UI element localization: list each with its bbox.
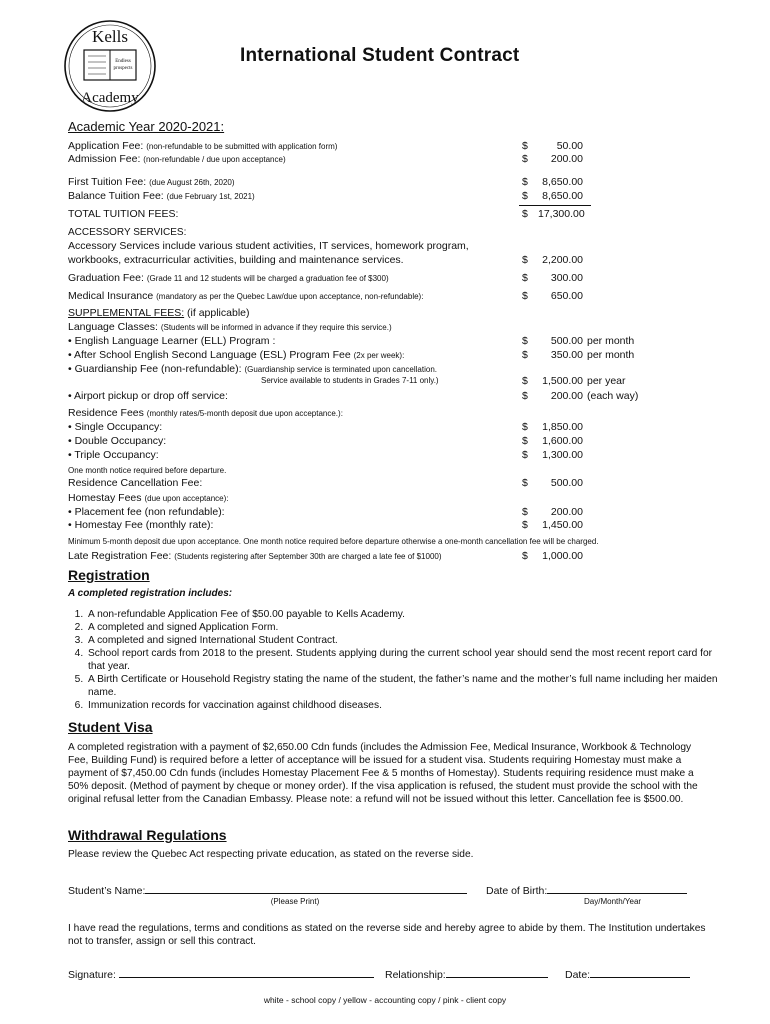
deposit-note: Minimum 5-month deposit due upon acceptance. One month notice required before departure otherwise a one-month cancellation fee will be charged. (68, 537, 599, 546)
list-item: 1. A non-refundable Application Fee of $50.00 payable to Kells Academy. (86, 608, 726, 621)
currency-symbol: $ (522, 140, 528, 152)
date-of-birth-label: Date of Birth: (486, 885, 548, 897)
balance-tuition-note: (due February 1st, 2021) (166, 192, 255, 201)
ell-amount: 500.00 (550, 335, 583, 347)
currency-symbol: $ (522, 550, 528, 562)
accessory-line2: workbooks, extracurricular activities, building and maintenance services. (68, 254, 404, 266)
esl-amount: 350.00 (550, 349, 583, 361)
logo-book-line2: prospects (113, 66, 133, 71)
single-occupancy-amount: 1,850.00 (542, 421, 583, 433)
page-title: International Student Contract (240, 45, 520, 66)
date-of-birth-field[interactable] (486, 883, 687, 897)
esl-label: • After School English Second Language (ESL) Program Fee (68, 349, 351, 361)
supplemental-heading-row (68, 306, 588, 320)
deposit-note-row (68, 534, 708, 548)
homestay-monthly-label: • Homestay Fee (monthly rate): (68, 519, 214, 531)
currency-symbol: $ (522, 506, 528, 518)
relationship-field[interactable] (385, 967, 548, 981)
first-tuition-amount: 8,650.00 (542, 176, 583, 188)
list-item: 2. A completed and signed Application Form. (86, 621, 726, 634)
single-occupancy-row (68, 420, 588, 434)
currency-symbol: $ (522, 349, 528, 361)
signature-line[interactable] (119, 967, 374, 978)
departure-notice: One month notice required before departure. (68, 466, 227, 475)
guardianship-label: • Guardianship Fee (non-refundable): (68, 363, 242, 375)
supplemental-heading-suffix: (if applicable) (187, 307, 250, 319)
homestay-fees-row (68, 491, 588, 505)
application-fee-row (68, 139, 588, 153)
currency-symbol: $ (522, 421, 528, 433)
ell-per: per month (587, 335, 635, 347)
accessory-heading: ACCESSORY SERVICES: (68, 227, 187, 238)
copy-distribution-footer: white - school copy / yellow - accounting copy / pink - client copy (263, 995, 507, 1005)
date-of-birth-line[interactable] (547, 883, 687, 894)
airport-per: (each way) (587, 390, 639, 402)
residence-cancellation-amount: 500.00 (550, 477, 583, 489)
guardianship-note1: (Guardianship service is terminated upon cancellation. (244, 365, 437, 374)
residence-fees-label: Residence Fees (68, 407, 144, 419)
admission-fee-note: (non-refundable / due upon acceptance) (143, 155, 286, 164)
currency-symbol: $ (522, 272, 528, 284)
currency-symbol: $ (522, 435, 528, 447)
currency-symbol: $ (522, 153, 528, 165)
first-tuition-note: (due August 26th, 2020) (149, 178, 235, 187)
residence-fees-row (68, 406, 588, 420)
currency-symbol: $ (522, 176, 528, 188)
medical-insurance-amount: 650.00 (550, 290, 583, 302)
first-tuition-label: First Tuition Fee: (68, 176, 147, 188)
graduation-fee-row (68, 271, 588, 285)
accessory-row (68, 253, 588, 267)
logo-name-text: Kells (92, 27, 128, 46)
homestay-monthly-row (68, 518, 588, 532)
admission-fee-label: Admission Fee: (68, 153, 141, 165)
guardianship-per: per year (587, 375, 626, 387)
triple-occupancy-label: • Triple Occupancy: (68, 449, 159, 461)
placement-fee-label: • Placement fee (non refundable): (68, 506, 225, 518)
accessory-amount: 2,200.00 (542, 254, 583, 266)
residence-fees-note: (monthly rates/5-month deposit due upon acceptance.): (146, 409, 343, 418)
late-registration-row (68, 549, 588, 563)
registration-list (68, 608, 726, 712)
triple-occupancy-amount: 1,300.00 (542, 449, 583, 461)
supplemental-heading: SUPPLEMENTAL FEES: (68, 307, 185, 319)
total-tuition-row (68, 207, 588, 221)
late-registration-note: (Students registering after September 30th are charged a late fee of $1000) (174, 552, 442, 561)
currency-symbol: $ (522, 477, 528, 489)
list-item: 5. A Birth Certificate or Household Registry stating the name of the student, the father’s name and the mother’s full name including her maiden name. (86, 673, 726, 699)
agreement-text: I have read the regulations, terms and conditions as stated on the reverse side and hereby agree to abide by them. The Institution undertakes not to transfer, assign or sell this contract. (68, 923, 706, 947)
airport-amount: 200.00 (550, 390, 583, 402)
airport-row (68, 389, 639, 403)
triple-occupancy-row (68, 448, 588, 462)
double-occupancy-row (68, 434, 588, 448)
signature-field[interactable] (68, 967, 374, 981)
language-classes-note: (Students will be informed in advance if they require this service.) (160, 323, 392, 332)
date-line[interactable] (590, 967, 690, 978)
logo-sub-text: Academy (81, 90, 139, 106)
relationship-line[interactable] (446, 967, 548, 978)
academic-year-heading: Academic Year 2020-2021: (68, 119, 225, 134)
airport-label: • Airport pickup or drop off service: (68, 390, 228, 402)
student-name-line[interactable] (145, 883, 467, 894)
first-tuition-row (68, 175, 588, 189)
ell-label: • English Language Learner (ELL) Program : (68, 335, 276, 347)
list-item: 4. School report cards from 2018 to the present. Students applying during the current school year should send the most recent report card for that year. (86, 647, 726, 673)
currency-symbol: $ (522, 449, 528, 461)
application-fee-amount: 50.00 (556, 140, 583, 152)
balance-tuition-row (68, 189, 588, 203)
dob-format-caption: Day/Month/Year (584, 897, 642, 906)
homestay-fees-note: (due upon acceptance): (144, 494, 229, 503)
homestay-fees-label: Homestay Fees (68, 492, 142, 504)
esl-row (68, 348, 635, 362)
signature-label: Signature: (68, 969, 116, 981)
list-item: 6. Immunization records for vaccination against childhood diseases. (86, 699, 726, 712)
total-divider (519, 205, 591, 206)
registration-heading: Registration (68, 567, 150, 583)
currency-symbol: $ (522, 208, 528, 220)
graduation-fee-label: Graduation Fee: (68, 272, 144, 284)
withdrawal-text: Please review the Quebec Act respecting private education, as stated on the reverse side. (68, 849, 474, 860)
double-occupancy-label: • Double Occupancy: (68, 435, 167, 447)
currency-symbol: $ (522, 190, 528, 202)
placement-fee-amount: 200.00 (550, 506, 583, 518)
medical-insurance-row (68, 289, 588, 303)
admission-fee-amount: 200.00 (550, 153, 583, 165)
kells-academy-logo (62, 18, 158, 114)
please-print-caption: (Please Print) (270, 897, 320, 906)
total-tuition-label: TOTAL TUITION FEES: (68, 208, 179, 220)
ell-row (68, 334, 635, 348)
currency-symbol: $ (522, 335, 528, 347)
esl-note: (2x per week): (353, 351, 405, 360)
currency-symbol: $ (522, 290, 528, 302)
esl-per: per month (587, 349, 635, 361)
balance-tuition-label: Balance Tuition Fee: (68, 190, 164, 202)
balance-tuition-amount: 8,650.00 (542, 190, 583, 202)
list-item: 3. A completed and signed International Student Contract. (86, 634, 726, 647)
double-occupancy-amount: 1,600.00 (542, 435, 583, 447)
application-fee-label: Application Fee: (68, 140, 144, 152)
admission-fee-row (68, 152, 588, 166)
guardianship-row2 (68, 374, 626, 388)
late-registration-label: Late Registration Fee: (68, 550, 172, 562)
placement-fee-row (68, 505, 588, 519)
date-field[interactable] (565, 967, 690, 981)
date-label: Date: (565, 969, 591, 981)
graduation-fee-note: (Grade 11 and 12 students will be charged a graduation fee of $300) (146, 274, 389, 283)
student-name-field[interactable] (68, 883, 467, 897)
guardianship-note2: Service available to students in Grades 7-11 only.) (261, 376, 439, 385)
student-visa-text: A completed registration with a payment of $2,650.00 Cdn funds (includes the Admission Fee, Medical Insurance, Workbook & Technology Fee, Building Fund) is required before a letter of acceptance will be issued for a student visa. Students requiring Homestay must make a payment of $7,450.00 Cdn funds (includes Homestay Placement Fee & 5 months of Homestay). Students requiring residence must make a 50% deposit. (Method of payment by cheque or money order). If the visa application is refused, the student must provide the school with the original refusal letter from the Canadian Embassy. Please note: a refund will not be issued without this letter. Cancellation fee is $500.00. (68, 742, 698, 805)
medical-insurance-note: (mandatory as per the Quebec Law/due upon acceptance, non-refundable): (156, 292, 424, 301)
single-occupancy-label: • Single Occupancy: (68, 421, 163, 433)
notice-row (68, 463, 588, 477)
graduation-fee-amount: 300.00 (550, 272, 583, 284)
withdrawal-heading: Withdrawal Regulations (68, 827, 227, 843)
language-classes-row (68, 320, 588, 334)
student-name-label: Student’s Name: (68, 885, 146, 897)
relationship-label: Relationship: (385, 969, 446, 981)
accessory-line1: Accessory Services include various student activities, IT services, homework program, (68, 240, 469, 252)
currency-symbol: $ (522, 375, 528, 387)
currency-symbol: $ (522, 519, 528, 531)
residence-cancellation-row (68, 476, 588, 490)
currency-symbol: $ (522, 390, 528, 402)
logo-book-line1: Endless (115, 59, 131, 64)
homestay-monthly-amount: 1,450.00 (542, 519, 583, 531)
registration-subheading: A completed registration includes: (68, 588, 233, 599)
student-visa-heading: Student Visa (68, 719, 153, 735)
residence-cancellation-label: Residence Cancellation Fee: (68, 477, 203, 489)
language-classes-label: Language Classes: (68, 321, 158, 333)
guardianship-amount: 1,500.00 (542, 375, 583, 387)
total-tuition-amount: 17,300.00 (538, 208, 585, 220)
application-fee-note: (non-refundable to be submitted with application form) (146, 142, 338, 151)
medical-insurance-label: Medical Insurance (68, 290, 154, 302)
late-registration-amount: 1,000.00 (542, 550, 583, 562)
currency-symbol: $ (522, 254, 528, 266)
